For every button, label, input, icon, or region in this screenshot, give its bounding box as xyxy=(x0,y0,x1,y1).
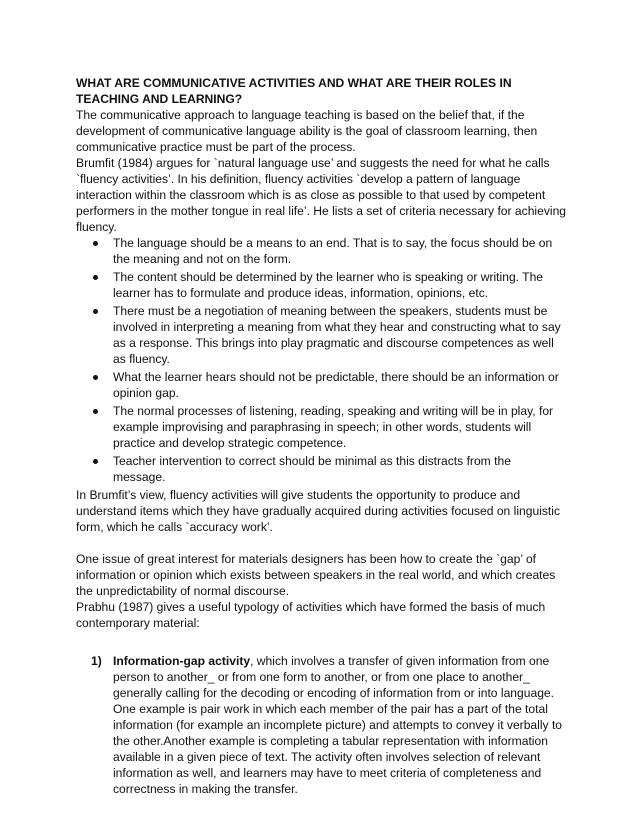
brumfit-view-paragraph: In Brumfit’s view, fluency activities will give students the opportunity to produce and understand items which they have gradually acquired during activities focused on linguistic form, which he calls `accuracy work’. xyxy=(76,488,561,534)
activity-number: 1) xyxy=(91,654,102,668)
intro-paragraph: The communicative approach to language teaching is based on the belief that, if the development of communicative language ability is the goal of classroom learning, then communicative practice must be part of the process. xyxy=(76,108,538,154)
criteria-item: There must be a negotiation of meaning between the speakers, students must be involved in interpreting a meaning from what they hear and constructing what to say as a response. This brings into play pragmatic and discourse competences as well as fluency. xyxy=(113,303,566,367)
brumfit-paragraph: Brumfit (1984) argues for `natural language use’ and suggests the need for what he calls `fluency activities’. In his definition, fluency activities `develop a pattern of language interaction within the classroom which is as close as possible to that used by competent performers in the mother tongue in real life’. He lists a set of criteria necessary for achieving fluency. xyxy=(76,156,567,234)
activity-description: , which involves a transfer of given information from one person to another_ or from one form to another, or from one place to another_ generally calling for the decoding or encoding of information from or into language. One example is pair work in which each member of the pair has a part of the total information (for example an incomplete picture) and attempts to convey it verbally to the other.Another example is completing a tabular representation with information available in a given piece of text. The activity often involves selection of relevant information as well, and learners may have to meet criteria of completeness and correctness in making the transfer. xyxy=(113,654,563,796)
fluency-criteria-list xyxy=(76,235,566,485)
criteria-item: What the learner hears should not be predictable, there should be an information or opinion gap. xyxy=(113,369,566,401)
activity-typology-list xyxy=(76,653,566,797)
criteria-item: The language should be a means to an end. That is to say, the focus should be on the meaning and not on the form. xyxy=(113,235,566,267)
criteria-item: Teacher intervention to correct should be minimal as this distracts from the message. xyxy=(113,453,566,485)
gap-issue-paragraph: One issue of great interest for materials designers has been how to create the `gap’ of information or opinion which exists between speakers in the real world, and which creates the unpredictability of normal discourse. xyxy=(76,552,556,598)
document-heading: WHAT ARE COMMUNICATIVE ACTIVITIES AND WHAT ARE THEIR ROLES IN TEACHING AND LEARNING? xyxy=(76,76,512,106)
activity-item xyxy=(91,653,566,797)
prabhu-paragraph: Prabhu (1987) gives a useful typology of activities which have formed the basis of much contemporary material: xyxy=(76,600,546,630)
criteria-item: The normal processes of listening, reading, speaking and writing will be in play, for example improvising and paraphrasing in speech; in other words, students will practice and develop strategic competence. xyxy=(113,403,566,451)
paragraph-spacer xyxy=(76,535,566,551)
activity-term: Information-gap activity xyxy=(113,654,251,668)
criteria-item: The content should be determined by the learner who is speaking or writing. The learner has to formulate and produce ideas, information, opinions, etc. xyxy=(113,269,566,301)
document-page xyxy=(76,75,566,797)
